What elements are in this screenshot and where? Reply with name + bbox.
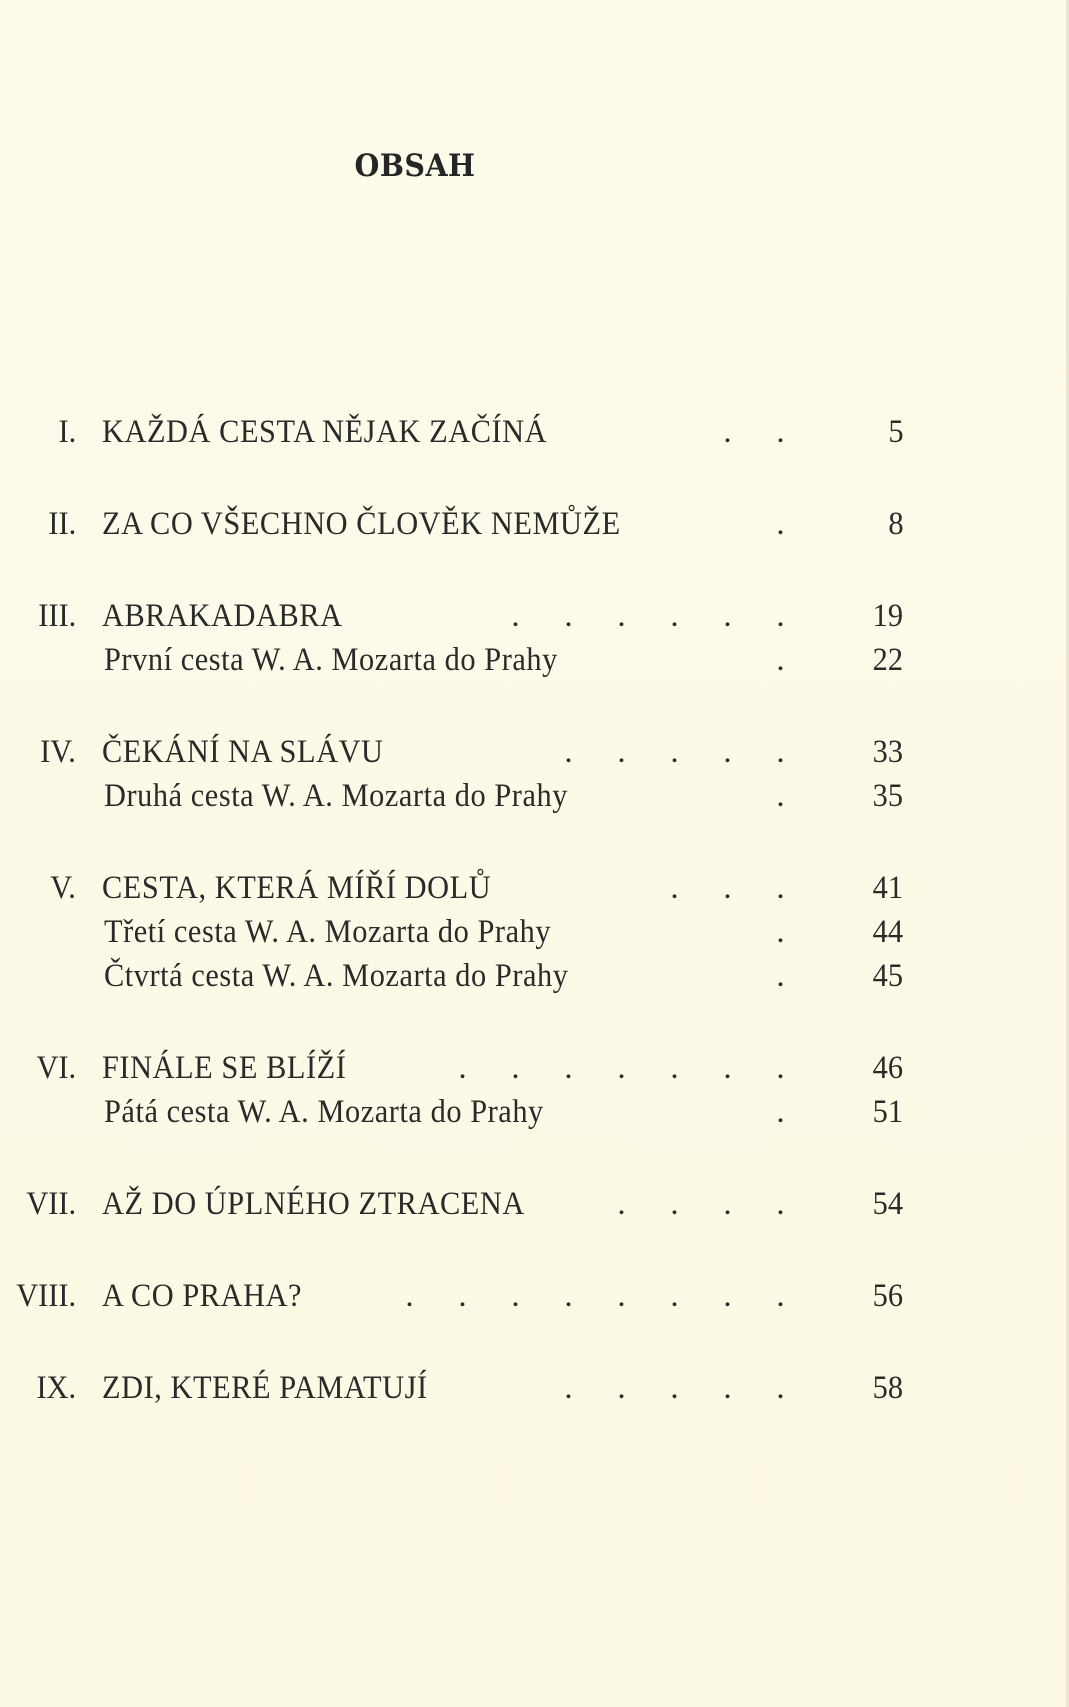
page-number: 41 (872, 870, 903, 906)
chapter-numeral (0, 502, 76, 546)
toc-subentry[interactable] (0, 954, 1069, 998)
chapter-numeral (0, 594, 76, 638)
chapter-numeral (0, 1274, 76, 1318)
chapter-numeral-text: IX. (36, 1370, 76, 1406)
dot-leader (595, 1182, 807, 1226)
subsection-title: Druhá cesta W. A. Mozarta do Prahy (104, 778, 568, 814)
chapter-title: CESTA, KTERÁ MÍŘÍ DOLŮ (102, 870, 492, 906)
leader-dot: . (670, 1370, 679, 1406)
leader-dot: . (511, 1050, 520, 1086)
leader-dot: . (776, 506, 785, 542)
leader-dot: . (723, 870, 732, 906)
chapter-numeral-text: I. (58, 414, 76, 450)
toc-chapter-group (0, 594, 1069, 682)
toc-chapter-group (0, 730, 1069, 818)
toc-entry[interactable] (0, 502, 1069, 546)
chapter-numeral-text: VIII. (16, 1278, 76, 1314)
toc-entry[interactable] (0, 1046, 1069, 1090)
toc-entry[interactable] (0, 410, 1069, 454)
page-number: 5 (887, 414, 903, 450)
leader-dot: . (723, 414, 732, 450)
page-number: 22 (872, 642, 903, 678)
leader-dot: . (776, 734, 785, 770)
leader-dot: . (564, 1050, 573, 1086)
leader-dot: . (776, 1050, 785, 1086)
chapter-title: FINÁLE SE BLÍŽÍ (102, 1050, 347, 1086)
leader-dot: . (617, 1278, 626, 1314)
toc-chapter-group (0, 1366, 1069, 1410)
toc-subentry[interactable] (0, 774, 1069, 818)
leader-dot: . (564, 598, 573, 634)
leader-dot: . (458, 1278, 467, 1314)
toc-chapter-group (0, 1182, 1069, 1226)
leader-dot: . (564, 1278, 573, 1314)
toc-entry[interactable] (0, 866, 1069, 910)
leader-dot: . (776, 1370, 785, 1406)
dot-leader (754, 774, 807, 818)
page-number: 8 (887, 506, 903, 542)
dot-leader (754, 910, 807, 954)
dot-leader (436, 1046, 807, 1090)
page-number: 46 (872, 1050, 903, 1086)
page-number: 45 (872, 958, 903, 994)
leader-dot: . (776, 1186, 785, 1222)
dot-leader (542, 1366, 807, 1410)
leader-dot: . (458, 1050, 467, 1086)
leader-dot: . (776, 778, 785, 814)
leader-dot: . (723, 1278, 732, 1314)
leader-dot: . (670, 1278, 679, 1314)
toc-chapter-group (0, 502, 1069, 546)
toc-chapter-group (0, 866, 1069, 998)
chapter-numeral (0, 866, 76, 910)
dot-leader (489, 594, 807, 638)
subsection-title: Čtvrtá cesta W. A. Mozarta do Prahy (104, 958, 569, 994)
subsection-title: Třetí cesta W. A. Mozarta do Prahy (104, 914, 552, 950)
leader-dot: . (670, 870, 679, 906)
leader-dot: . (617, 734, 626, 770)
leader-dot: . (723, 1186, 732, 1222)
dot-leader (754, 954, 807, 998)
leader-dot: . (723, 734, 732, 770)
toc-entry[interactable] (0, 1274, 1069, 1318)
leader-dot: . (723, 1050, 732, 1086)
leader-dot: . (776, 642, 785, 678)
dot-leader (754, 502, 807, 546)
leader-dot: . (723, 1370, 732, 1406)
toc-entry[interactable] (0, 1182, 1069, 1226)
leader-dot: . (564, 734, 573, 770)
page-number: 33 (872, 734, 903, 770)
page-number: 44 (872, 914, 903, 950)
leader-dot: . (670, 734, 679, 770)
leader-dot: . (776, 1278, 785, 1314)
chapter-numeral (0, 410, 76, 454)
chapter-numeral-text: VII. (26, 1186, 76, 1222)
leader-dot: . (723, 598, 732, 634)
subsection-title: Pátá cesta W. A. Mozarta do Prahy (104, 1094, 544, 1130)
page-number: 35 (872, 778, 903, 814)
dot-leader (648, 866, 807, 910)
leader-dot: . (776, 870, 785, 906)
chapter-numeral-text: III. (38, 598, 76, 634)
chapter-title: AŽ DO ÚPLNÉHO ZTRACENA (102, 1186, 525, 1222)
dot-leader (383, 1274, 807, 1318)
toc-chapter-group (0, 1046, 1069, 1134)
toc-subentry[interactable] (0, 1090, 1069, 1134)
leader-dot: . (617, 1186, 626, 1222)
page-number: 58 (872, 1370, 903, 1406)
chapter-numeral-text: VI. (36, 1050, 76, 1086)
leader-dot: . (776, 914, 785, 950)
chapter-title: KAŽDÁ CESTA NĚJAK ZAČÍNÁ (102, 414, 548, 450)
toc-entry[interactable] (0, 594, 1069, 638)
dot-leader (542, 730, 807, 774)
chapter-numeral-text: IV. (40, 734, 76, 770)
chapter-numeral (0, 730, 76, 774)
leader-dot: . (776, 598, 785, 634)
leader-dot: . (617, 1370, 626, 1406)
page-title: OBSAH (354, 148, 476, 184)
page-number: 19 (872, 598, 903, 634)
leader-dot: . (511, 1278, 520, 1314)
leader-dot: . (776, 958, 785, 994)
dot-leader (701, 410, 807, 454)
toc-subentry[interactable] (0, 910, 1069, 954)
leader-dot: . (776, 1094, 785, 1130)
chapter-numeral-text: II. (48, 506, 76, 542)
toc-chapter-group (0, 1274, 1069, 1318)
page-number: 54 (872, 1186, 903, 1222)
chapter-numeral (0, 1182, 76, 1226)
leader-dot: . (617, 1050, 626, 1086)
leader-dot: . (776, 414, 785, 450)
leader-dot: . (670, 1050, 679, 1086)
leader-dot: . (405, 1278, 414, 1314)
toc-entry[interactable] (0, 1366, 1069, 1410)
toc-entry[interactable] (0, 730, 1069, 774)
chapter-numeral (0, 1366, 76, 1410)
chapter-numeral (0, 1046, 76, 1090)
toc-subentry[interactable] (0, 638, 1069, 682)
chapter-title: A CO PRAHA? (102, 1278, 303, 1314)
chapter-numeral-text: V. (50, 870, 76, 906)
page-number: 56 (872, 1278, 903, 1314)
leader-dot: . (670, 598, 679, 634)
dot-leader (754, 638, 807, 682)
page-number: 51 (872, 1094, 903, 1130)
subsection-title: První cesta W. A. Mozarta do Prahy (104, 642, 558, 678)
chapter-title: ZA CO VŠECHNO ČLOVĚK NEMŮŽE (102, 506, 621, 542)
toc-chapter-group (0, 410, 1069, 454)
leader-dot: . (670, 1186, 679, 1222)
leader-dot: . (511, 598, 520, 634)
chapter-title: ZDI, KTERÉ PAMATUJÍ (102, 1370, 428, 1406)
dot-leader (754, 1090, 807, 1134)
leader-dot: . (617, 598, 626, 634)
chapter-title: ČEKÁNÍ NA SLÁVU (102, 734, 384, 770)
leader-dot: . (564, 1370, 573, 1406)
chapter-title: ABRAKADABRA (102, 598, 343, 634)
table-of-contents (0, 410, 1069, 1458)
